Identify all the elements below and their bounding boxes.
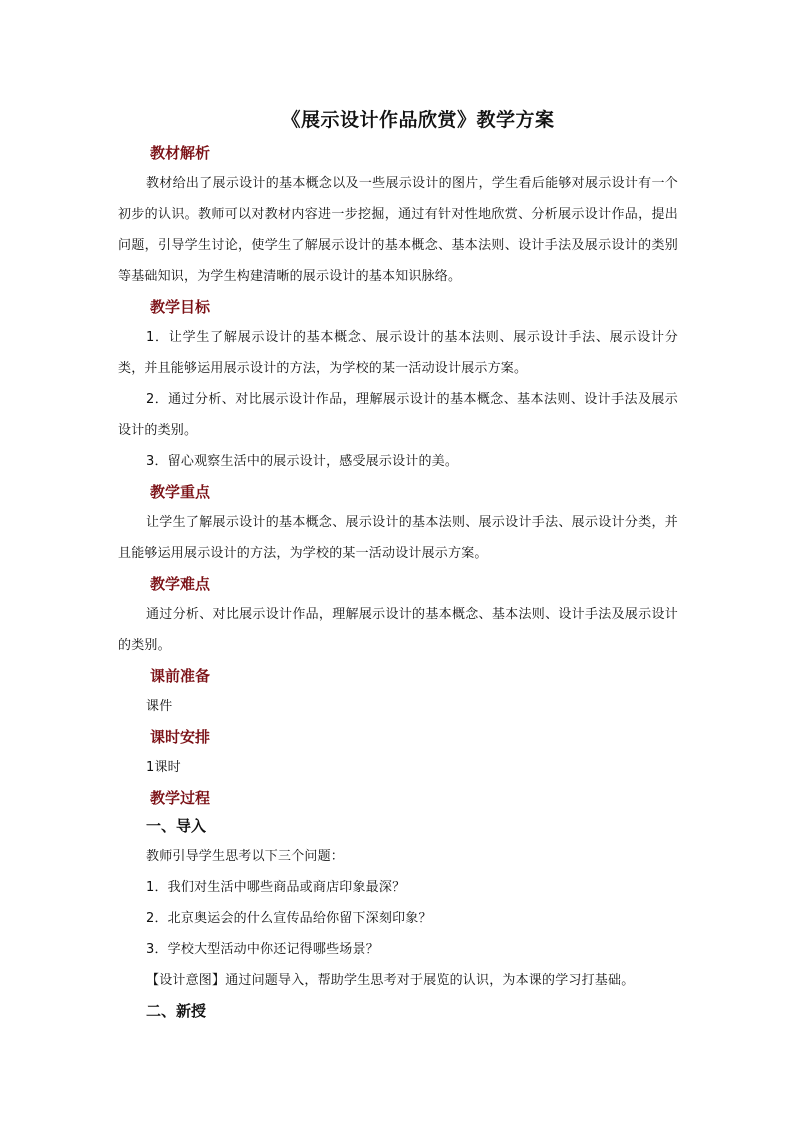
- intro-question-1: 1．我们对生活中哪些商品或商店印象最深？: [146, 880, 406, 895]
- section-heading-focus: 教学重点: [150, 483, 211, 501]
- section-text-difficulty: 通过分析、对比展示设计作品，理解展示设计的基本概念、基本法则、设计手法及展示设计的类别。: [118, 607, 678, 653]
- intro-question-2: 2．北京奥运会的什么宣传品给你留下深刻印象？: [146, 911, 432, 926]
- goal-item-2: 2．通过分析、对比展示设计作品，理解展示设计的基本概念、基本法则、设计手法及展示设计的类别。: [118, 392, 678, 438]
- goal-item-1: 1．让学生了解展示设计的基本概念、展示设计的基本法则、展示设计手法、展示设计分类，并且能够运用展示设计的方法，为学校的某一活动设计展示方案。: [118, 330, 678, 376]
- section-text-schedule: 1课时: [146, 760, 181, 775]
- intro-design-intent: 【设计意图】通过问题导入，帮助学生思考对于展览的认识，为本课的学习打基础。: [146, 973, 635, 988]
- section-heading-process: 教学过程: [150, 789, 211, 807]
- intro-lead-text: 教师引导学生思考以下三个问题：: [146, 849, 345, 864]
- goal-item-3: 3．留心观察生活中的展示设计，感受展示设计的美。: [146, 454, 459, 469]
- section-heading-schedule: 课时安排: [150, 728, 211, 746]
- section-heading-difficulty: 教学难点: [150, 575, 211, 593]
- subsection-heading-intro: 一、导入: [146, 817, 207, 835]
- section-heading-goals: 教学目标: [150, 298, 211, 316]
- intro-question-3: 3．学校大型活动中你还记得哪些场景？: [146, 942, 379, 957]
- section-text-preparation: 课件: [146, 699, 173, 714]
- subsection-heading-new-lesson: 二、新授: [146, 1002, 207, 1020]
- section-text-focus: 让学生了解展示设计的基本概念、展示设计的基本法则、展示设计手法、展示设计分类，并且能够运用展示设计的方法，为学校的某一活动设计展示方案。: [118, 515, 678, 561]
- document-content: [118, 100, 678, 1026]
- section-text-textbook: 教材给出了展示设计的基本概念以及一些展示设计的图片，学生看后能够对展示设计有一个初步的认识。教师可以对教材内容进一步挖掘，通过有针对性地欣赏、分析展示设计作品，提出问题，引导学生讨论，使学生了解展示设计的基本概念、基本法则、设计手法及展示设计的类别等基础知识，为学生构建清晰的展示设计的基本知识脉络。: [118, 176, 678, 284]
- document-title: 《展示设计作品欣赏》教学方案: [281, 109, 555, 131]
- section-heading-textbook: 教材解析: [150, 144, 211, 162]
- section-heading-preparation: 课前准备: [150, 667, 211, 685]
